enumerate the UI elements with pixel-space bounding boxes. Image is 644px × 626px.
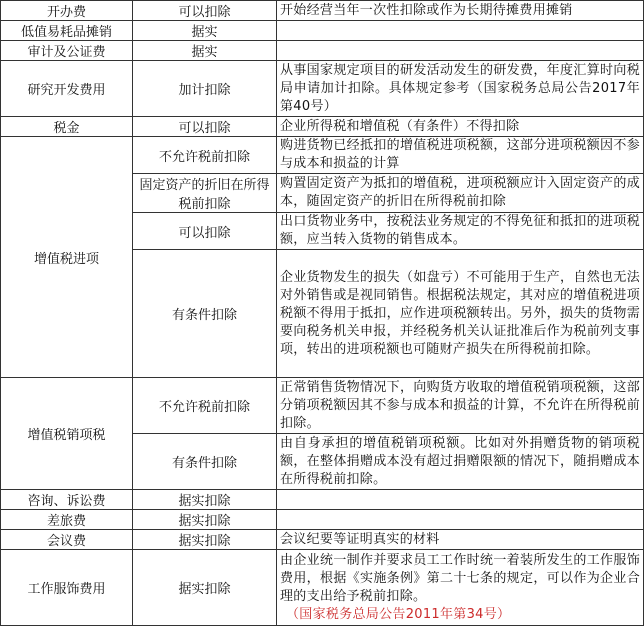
table-row xyxy=(1,1,644,21)
treatment-cell: 据实 xyxy=(133,41,277,61)
note-cell xyxy=(277,510,644,530)
note-cell: 从事国家规定项目的研发活动发生的研发费，年度汇算时向税局申请加计扣除。具体规定参考（国家税务总局公告2017年第40号） xyxy=(277,61,644,117)
treatment-cell: 不允许税前扣除 xyxy=(133,137,277,174)
note-cell: 会议纪要等证明真实的材料 xyxy=(277,530,644,550)
note-cell xyxy=(277,41,644,61)
note-cell xyxy=(277,21,644,41)
treatment-cell: 加计扣除 xyxy=(133,61,277,117)
item-cell: 工作服饰费用 xyxy=(1,550,133,626)
note-cell: 企业所得税和增值税（有条件）不得扣除 xyxy=(277,117,644,137)
treatment-cell: 可以扣除 xyxy=(133,1,277,21)
source-citation: （国家税务总局公告2011年第34号） xyxy=(286,606,511,622)
item-cell: 差旅费 xyxy=(1,510,133,530)
note-text: 由企业统一制作并要求员工工作时统一着装所发生的工作服饰费用，根据《实施条例》第二十七条的规定，可以作为企业合理的支出给予税前扣除。 xyxy=(280,552,640,604)
table-row xyxy=(1,550,644,626)
note-cell: 由自身承担的增值税销项税额。比如对外捐赠货物的销项税额，在整体捐赠成本没有超过捐赠限额的情况下，随捐赠成本在所得税前扣除。 xyxy=(277,434,644,490)
treatment-cell: 可以扣除 xyxy=(133,213,277,250)
table-row xyxy=(1,117,644,137)
note-cell: 正常销售货物情况下，向购货方收取的增值税销项税额，这部分销项税额因其不参与成本和损益的计算，不允许在所得税前扣除。 xyxy=(277,378,644,434)
note-cell xyxy=(277,490,644,510)
treatment-cell: 有条件扣除 xyxy=(133,250,277,378)
item-cell: 增值税进项 xyxy=(1,137,133,378)
table-row xyxy=(1,137,644,174)
table-row xyxy=(1,378,644,434)
treatment-cell: 据实扣除 xyxy=(133,550,277,626)
note-cell: 企业货物发生的损失（如盘亏）不可能用于生产，自然也无法对外销售或是视同销售。根据税法规定，其对应的增值税进项税额不得用于抵扣，应作进项税额转出。另外，损失的货物需要向税务机关申报，并经税务机关认证批准后作为税前列支事项，转出的进项税额也可随财产损失在所得税前扣除。 xyxy=(277,250,644,378)
item-cell: 开办费 xyxy=(1,1,133,21)
treatment-cell: 据实扣除 xyxy=(133,530,277,550)
item-cell: 会议费 xyxy=(1,530,133,550)
table-row xyxy=(1,530,644,550)
table-row xyxy=(1,41,644,61)
item-cell: 低值易耗品摊销 xyxy=(1,21,133,41)
note-cell: 出口货物业务中，按税法业务规定的不得免征和抵扣的进项税额，应当转入货物的销售成本。 xyxy=(277,213,644,250)
note-cell xyxy=(277,550,644,626)
item-cell: 税金 xyxy=(1,117,133,137)
table-row xyxy=(1,490,644,510)
table-row xyxy=(1,61,644,117)
item-cell: 咨询、诉讼费 xyxy=(1,490,133,510)
note-cell: 购进货物已经抵扣的增值税进项税额，这部分进项税额因不参与成本和损益的计算 xyxy=(277,137,644,174)
note-cell: 开始经营当年一次性扣除或作为长期待摊费用摊销 xyxy=(277,1,644,21)
treatment-cell: 据实扣除 xyxy=(133,510,277,530)
treatment-cell: 不允许税前扣除 xyxy=(133,378,277,434)
table-row xyxy=(1,510,644,530)
item-cell: 研究开发费用 xyxy=(1,61,133,117)
table-row xyxy=(1,21,644,41)
note-cell: 购置固定资产为抵扣的增值税，进项税额应计入固定资产的成本，随固定资产的折旧在所得税前扣除 xyxy=(277,174,644,213)
item-cell: 审计及公证费 xyxy=(1,41,133,61)
treatment-cell: 有条件扣除 xyxy=(133,434,277,490)
treatment-cell: 可以扣除 xyxy=(133,117,277,137)
treatment-cell: 固定资产的折旧在所得税前扣除 xyxy=(133,174,277,213)
treatment-cell: 据实扣除 xyxy=(133,490,277,510)
treatment-cell: 据实 xyxy=(133,21,277,41)
item-cell: 增值税销项税 xyxy=(1,378,133,490)
